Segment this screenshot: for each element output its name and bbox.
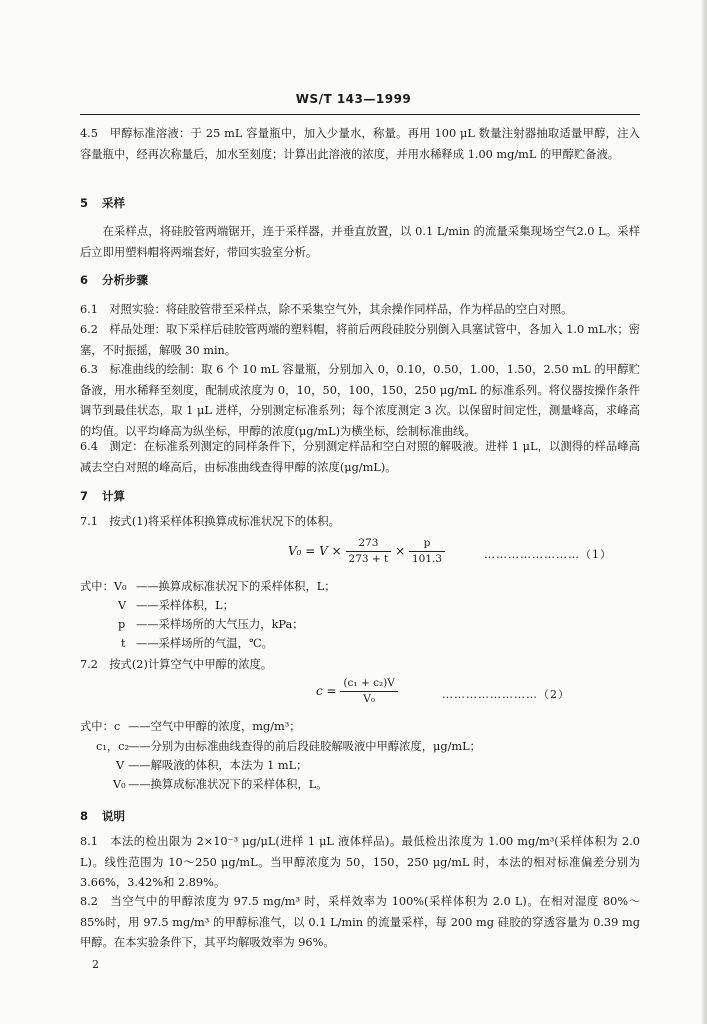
- def2-c-text: ——空气中甲醇的浓度，mg/m³；: [128, 720, 301, 733]
- def2-v0-symbol: V₀: [113, 778, 126, 791]
- header-rule: [80, 114, 640, 115]
- section-number: 7: [80, 489, 89, 503]
- clause-6-4: 6.4 测定：在标准系列测定的同样条件下，分别测定样品和空白对照的解吸液。进样 1 μL，以测得的样品峰高减去空白对照的峰高后，由标准曲线查得甲醇的浓度(μg/mL)。: [80, 440, 640, 474]
- equation-2: [316, 676, 398, 707]
- eq2-fraction: $\frac{\text{(c₁ + c₂)V}}{\text{V₀}}$: [340, 676, 397, 707]
- equation-1: [288, 536, 445, 567]
- clause-8-1: 8.1 本法的检出限为 2×10⁻³ μg/μL(进样 1 μL 液体样品)。最低检出浓度为 1.00 mg/m³(采样体积为 2.0 L)。线性范围为 10～250 μg/mL。当甲醇浓度为 50，150，250 μg/mL 时，本法的相对标准偏差分别为 3.66%，3.42%和 2.89%。: [80, 835, 640, 889]
- eq1-times: ×: [395, 544, 406, 558]
- section-number: 5: [80, 196, 89, 210]
- equation-2-label: ……………………（2）: [442, 688, 570, 701]
- def1-t-text: ——采样场所的气温，℃。: [136, 637, 273, 650]
- def1-p-symbol: p: [118, 618, 126, 631]
- clause-4-5: 4.5 甲醇标准溶液：于 25 mL 容量瓶中，加入少量水，称量。再用 100 μL 数量注射器抽取适量甲醇，注入容量瓶中，经再次称量后，加水至刻度；计算出此溶液的浓度，并用水稀释成 1.00 mg/mL 的甲醇贮备液。: [80, 127, 640, 161]
- section-number: 8: [80, 809, 89, 823]
- section-title: 分析步骤: [102, 273, 148, 287]
- def1-v0-symbol: 式中：V₀: [80, 580, 127, 593]
- clause-6-1: 6.1 对照实验：将硅胶管带至采样点，除不采集空气外，其余操作同样品，作为样品的空白对照。: [80, 303, 573, 316]
- section-7-heading: [80, 488, 125, 504]
- clause-8-2: 8.2 当空气中的甲醇浓度为 97.5 mg/m³ 时，采样效率为 100%(采样体积为 2.0 L)。在相对湿度 80%～85%时，用 97.5 mg/m³ 的甲醇标准气，以 0.1 L/min 的流量采样，每 200 mg 硅胶的穿透容量为 0.39 mg甲醇。在本实验条件下，其平均解吸效率为 96%。: [80, 895, 640, 949]
- eq1-lhs: V₀ = V ×: [288, 544, 342, 558]
- section-title: 说明: [102, 809, 125, 823]
- def2-c1c2-text: ——分别为由标准曲线查得的前后段硅胶解吸液中甲醇浓度，μg/mL；: [128, 740, 481, 753]
- section-5-heading: [80, 195, 125, 211]
- def2-v-text: ——解吸液的体积，本法为 1 mL；: [128, 759, 308, 772]
- clause-7-2: 7.2 按式(2)计算空气中甲醇的浓度。: [80, 658, 273, 671]
- clause-6-2: 6.2 样品处理：取下采样后硅胶管两端的塑料帽，将前后两段硅胶分别倒入具塞试管中，各加入 1.0 mL水；密塞，不时振摇，解吸 30 min。: [80, 323, 640, 357]
- def2-c1c2-symbol: c₁，c₂: [96, 740, 130, 753]
- clause-6-3: 6.3 标准曲线的绘制：取 6 个 10 mL 容量瓶，分别加入 0，0.10，0.50，1.00，1.50，2.50 mL 的甲醇贮备液，用水稀释至刻度，配制成浓度为 0，10，50，100，150，250 μg/mL 的标准系列。将仪器按操作条件调节到最佳状态，取 1 μL 进样，分别测定标准系列；每个浓度测定 3 次。以保留时间定性，测量峰高，求峰高的均值。以平均峰高为纵坐标，甲醇的浓度(μg/mL)为横坐标，绘制标准曲线。: [80, 363, 640, 438]
- section-title: 计算: [102, 489, 125, 503]
- section-6-heading: [80, 272, 148, 288]
- eq1-fraction-temperature: $\frac{273}{273 + t}$: [346, 536, 392, 567]
- section-8-heading: [80, 808, 125, 824]
- def2-c-symbol: 式中：c: [80, 720, 121, 733]
- section-title: 采样: [102, 196, 125, 210]
- section-5-text: 在采样点，将硅胶管两端锯开，连于采样器，并垂直放置，以 0.1 L/min 的流量采集现场空气2.0 L。采样后立即用塑料帽将两端套好，带回实验室分析。: [80, 225, 640, 259]
- def1-v0-text: ——换算成标准状况下的采样体积，L；: [136, 580, 336, 593]
- page-number: 2: [92, 958, 99, 971]
- eq2-lhs: c =: [316, 684, 337, 698]
- def2-v0-text: ——换算成标准状况下的采样体积，L。: [128, 778, 328, 791]
- def2-v-symbol: V: [116, 759, 125, 772]
- clause-7-1: 7.1 按式(1)将采样体积换算成标准状况下的体积。: [80, 515, 340, 528]
- standard-header: WS/T 143—1999: [295, 92, 412, 106]
- equation-1-label: ……………………（1）: [484, 548, 612, 561]
- def1-v-symbol: V: [118, 599, 127, 612]
- def1-t-symbol: t: [121, 637, 126, 650]
- section-number: 6: [80, 273, 89, 287]
- def1-v-text: ——采样体积，L；: [136, 599, 234, 612]
- page-edge-shadow: [701, 0, 707, 1024]
- def1-p-text: ——采样场所的大气压力，kPa；: [136, 618, 304, 631]
- eq1-fraction-pressure: $\frac{p}{101.3}$: [409, 536, 445, 567]
